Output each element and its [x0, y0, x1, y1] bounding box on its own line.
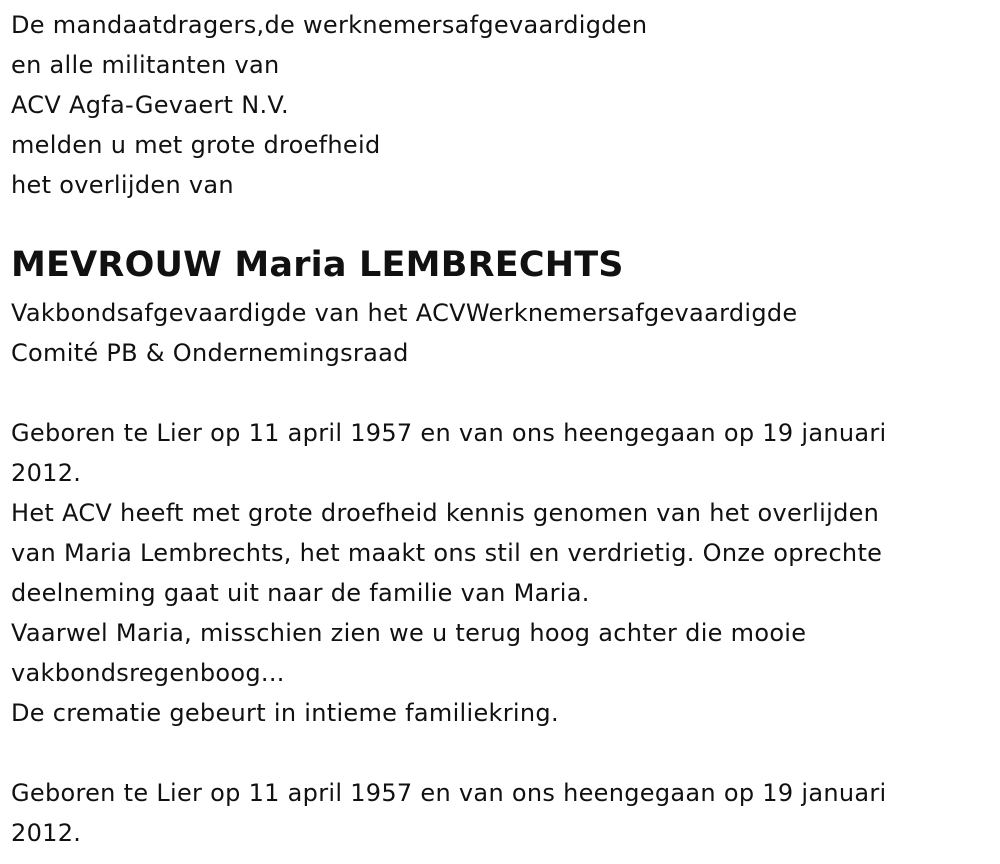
- intro-line-2: en alle militanten van: [11, 51, 280, 79]
- intro-line-5: het overlijden van: [11, 171, 234, 199]
- deceased-name: MEVROUW Maria LEMBRECHTS: [11, 245, 624, 285]
- role-line-1: Vakbondsafgevaardigde van het ACVWerknemersafgevaardigde: [11, 299, 798, 327]
- body-line-2: 2012.: [11, 459, 82, 487]
- body-line-7: vakbondsregenboog...: [11, 659, 285, 687]
- body-line-3: Het ACV heeft met grote droefheid kennis genomen van het overlijden: [11, 499, 880, 527]
- footer-line-1: Geboren te Lier op 11 april 1957 en van ons heengegaan op 19 januari: [11, 779, 887, 807]
- body-line-5: deelneming gaat uit naar de familie van Maria.: [11, 579, 590, 607]
- body-line-8: De crematie gebeurt in intieme familiekring.: [11, 699, 559, 727]
- footer-line-2: 2012.: [11, 819, 82, 847]
- body-line-6: Vaarwel Maria, misschien zien we u terug hoog achter die mooie: [11, 619, 807, 647]
- intro-line-4: melden u met grote droefheid: [11, 131, 381, 159]
- role-line-2: Comité PB & Ondernemingsraad: [11, 339, 409, 367]
- body-line-1: Geboren te Lier op 11 april 1957 en van ons heengegaan op 19 januari: [11, 419, 887, 447]
- body-line-4: van Maria Lembrechts, het maakt ons stil en verdrietig. Onze oprechte: [11, 539, 883, 567]
- intro-line-3: ACV Agfa-Gevaert N.V.: [11, 91, 289, 119]
- intro-line-1: De mandaatdragers,de werknemersafgevaardigden: [11, 11, 648, 39]
